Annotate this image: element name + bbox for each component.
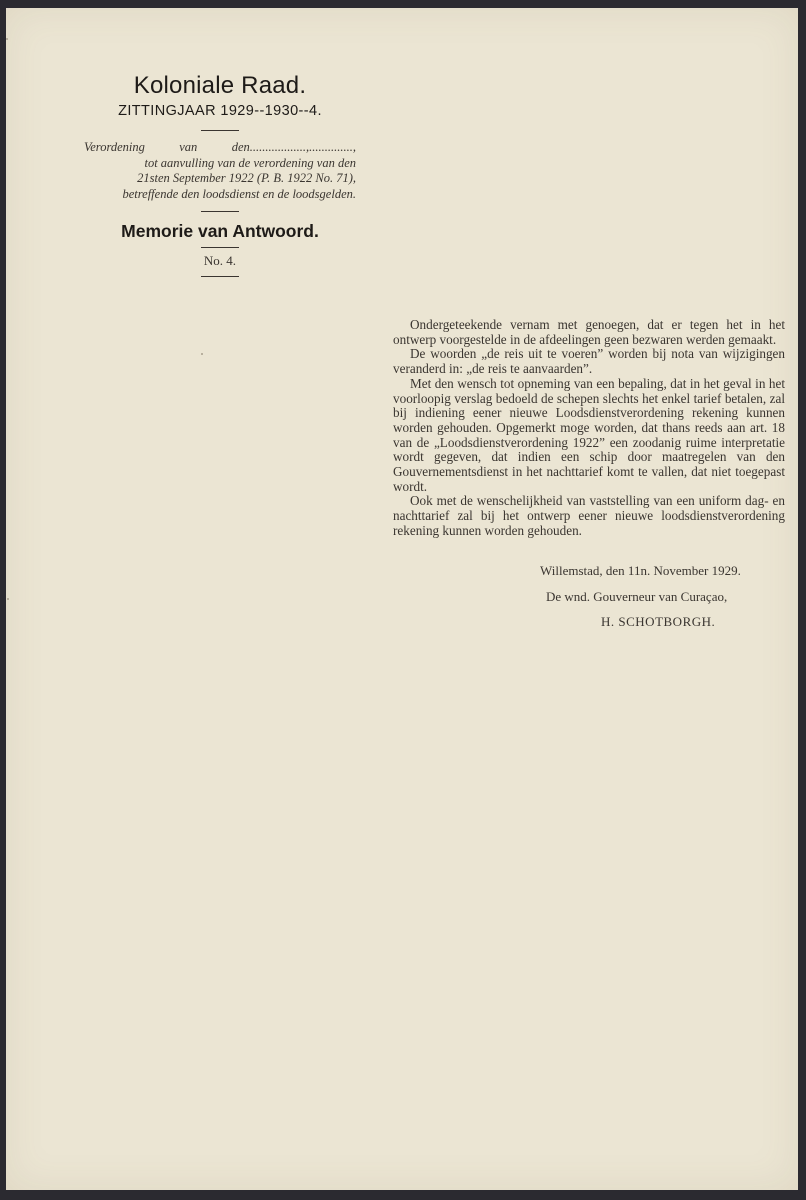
signature-role: De wnd. Gouverneur van Curaçao, (546, 589, 728, 604)
specks (7, 598, 9, 600)
specks (201, 353, 203, 355)
session-year: ZITTINGJAAR 1929--1930--4. (118, 103, 322, 119)
body-paragraph: Met den wensch tot opneming van een bepaling, dat in het geval in het voorloopig verslag bedoeld de schepen slechts het enkel tarief betalen, zal bij indiening eener nieuwe Loodsdienstverordening rekening kunnen worden gehouden. Opgemerkt moge worden, dat thans reeds aan art. 18 van de „Loodsdienstverordening 1922” een zoodanig ruime interpretatie wordt gegeven, dat indien een schip door maatregelen van den Gouvernementsdienst in het nachttarief komt te vallen, dat niet toegepast wordt. (393, 375, 785, 494)
body-paragraph: De woorden „de reis uit te voeren” worden bij nota van wijzigingen veranderd in: „de reis te aanvaarden”. (393, 346, 785, 377)
ordinance-subject (84, 140, 356, 202)
body-paragraph: Ondergeteekende vernam met genoegen, dat er tegen het in het ontwerp voorgestelde in de afdeelingen geen bezwaren werden gemaakt. (393, 317, 785, 347)
divider-4 (201, 276, 239, 277)
subject-line: 21sten September 1922 (P. B. 1922 No. 71), (137, 171, 356, 185)
signatory-name: H. SCHOTBORGH. (601, 614, 716, 629)
subject-line: tot aanvulling van de verordening van den (144, 155, 356, 170)
signature-date: Willemstad, den 11n. November 1929. (540, 563, 741, 578)
divider-3 (201, 247, 239, 248)
specks (6, 38, 8, 40)
divider-1 (201, 130, 239, 131)
document-number: No. 4. (203, 253, 237, 268)
council-title: Koloniale Raad. (133, 72, 307, 99)
document-header (84, 72, 356, 286)
memo-title: Memorie van Antwoord. (121, 221, 319, 241)
subject-line: Verordening van den..................,.............., (84, 140, 356, 154)
body-paragraph: Ook met de wenschelijkheid van vaststelling van een uniform dag- en nachttarief zal bij het ontwerp eener nieuwe loodsdienstverordening rekening kunnen worden gehouden. (393, 493, 785, 538)
subject-line: betreffende den loodsdienst en de loodsgelden. (122, 186, 356, 201)
memo-body (393, 318, 785, 539)
divider-2 (201, 211, 239, 212)
